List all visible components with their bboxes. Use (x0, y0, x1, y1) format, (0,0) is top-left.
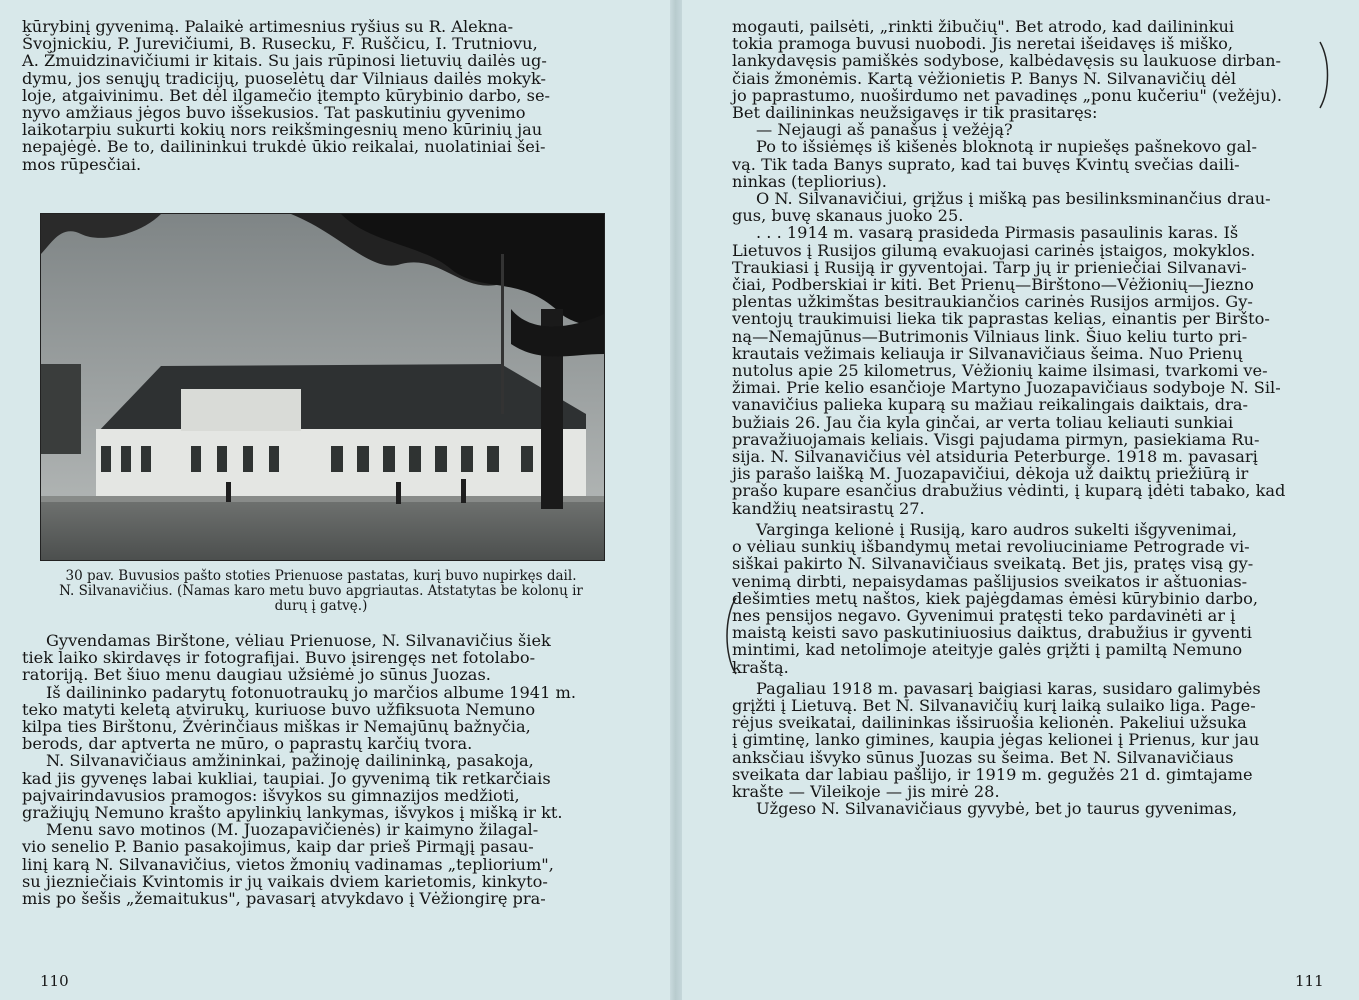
caption-line: 30 pav. Buvusios pašto stoties Prienuose pastatas, kurį buvo nupirkęs dail. (65, 568, 577, 584)
left-intro-paragraph (22, 18, 612, 173)
text-line: krašte — Vileikoje — jis mirė 28. (732, 781, 1000, 801)
text-line: Gyvendamas Birštone, vėliau Prienuose, N. Silvanavičius šiek (46, 631, 551, 650)
left-body-text (22, 632, 612, 907)
photo-caption (26, 569, 616, 614)
text-line: gus, buvę skanaus juoko 25. (732, 206, 964, 226)
text-line: pajvairindavusios pramogos: išvykos su gimnazijos medžioti, (22, 785, 520, 805)
caption-line: durų į gatvę.) (274, 598, 368, 614)
text-line: anksčiau išvyko sūnus Juozas su šeima. Bet N. Silvanavičiaus (732, 747, 1234, 767)
text-line: tiek laiko skirdavęs ir fotografijai. Buvo įsirengęs net fotolabo- (22, 648, 536, 668)
text-line: O N. Silvanavičiui, grįžus į mišką pas besilinksminančius drau- (756, 189, 1271, 209)
right-body-text (732, 18, 1312, 817)
text-line: Traukiasi į Rusiją ir gyventojai. Tarp jų ir prieniečiai Silvanavi- (732, 257, 1247, 277)
text-line: Lietuvos į Rusijos gilumą evakuojasi carinės įstaigos, mokyklos. (732, 240, 1256, 260)
text-line: teko matyti keletą atvirukų, kuriuose buvo užfiksuota Nemuno (22, 699, 536, 719)
text-line: kad jis gyvenęs labai kukliai, taupiai. Jo gyvenimą tik retkarčiais (22, 768, 551, 788)
text-line: — Nejaugi aš panašus į vežėją? (756, 120, 1013, 140)
text-line: į gimtinę, lanko gimines, kaupia jėgas kelionei į Prienus, kur jau (732, 730, 1260, 750)
text-line: N. Silvanavičiaus amžininkai, pažinoję dailininką, pasakoja, (46, 751, 534, 771)
text-line: dymu, jos senųjų tradicijų, puoselėtų dar Vilniaus dailės mokyk- (22, 68, 547, 88)
text-line: mintimi, kad netolimoje ateityje galės grįžti į pamiltą Nemuno (732, 640, 1243, 660)
text-line: kūrybinį gyvenimą. Palaikė artimesnius ryšius su R. Alekna- (22, 17, 514, 36)
text-line: laikotarpiu sukurti kokių nors reikšmingesnių meno kūrinių jau (22, 120, 543, 140)
text-line: jis parašo laišką M. Juozapavičiui, dėkoja už daiktų priežiūrą ir (732, 464, 1249, 484)
text-line: kilpa ties Birštonu, Žvėrinčiaus miškas ir Nemajūnų bažnyčia, (22, 717, 531, 737)
text-line: loje, atgaivinimu. Bet dėl ilgamečio įtempto kūrybinio darbo, se- (22, 85, 550, 105)
text-line: krautais vežimais keliauja ir Silvanavičiaus šeima. Nuo Prienų (732, 343, 1243, 363)
text-line: kandžių neatsirastų 27. (732, 498, 925, 518)
text-line: kraštą. (732, 657, 789, 677)
text-line: ną—Nemajūnus—Butrimonis Vilniaus link. Šiuo keliu turto pri- (732, 326, 1248, 346)
text-line: ninkas (tepliorius). (732, 171, 887, 191)
text-line: rėjus sveikatai, dailininkas išsiruošia kelionėn. Pakeliui užsuka (732, 713, 1247, 733)
text-line: siškai pakirto N. Silvanavičiaus sveikatą. Bet jis, pratęs visą gy- (732, 554, 1254, 574)
left-page (0, 0, 676, 1000)
text-line: vio senelio P. Banio pasakojimus, kaip dar prieš Pirmąjį pasau- (22, 837, 534, 857)
text-line: plentas užkimštas besitraukiančios carinės Rusijos armijos. Gy- (732, 292, 1253, 312)
text-line: Švojnickiu, P. Jurevičiumi, B. Rusecku, F. Ruščicu, I. Trutniovu, (22, 34, 538, 54)
text-line: berods, dar aptverta ne mūro, o paprastų karčių tvora. (22, 734, 473, 754)
caption-line: N. Silvanavičius. (Namas karo metu buvo apgriautas. Atstatytas be kolonų ir (59, 583, 583, 599)
text-line: Pagaliau 1918 m. pavasarį baigiasi karas, susidaro galimybės (756, 678, 1261, 698)
text-line: vanavičius palieka kuparą su mažiau reikalingais daiktais, dra- (732, 395, 1248, 415)
text-line: sija. N. Silvanavičius vėl atsiduria Peterburge. 1918 m. pavasarį (732, 447, 1258, 467)
text-line: vą. Tik tada Banys suprato, kad tai buvęs Kvintų svečias daili- (732, 154, 1240, 174)
text-line: o vėliau sunkių išbandymų metai revoliuciniame Petrograde vi- (732, 537, 1250, 557)
text-line: Varginga kelionė į Rusiją, karo audros sukelti išgyvenimai, (756, 519, 1237, 539)
text-line: Po to išsiėmęs iš kišenės bloknotą ir nupiešęs pašnekovo gal- (756, 137, 1257, 157)
margin-bracket-icon (720, 596, 740, 676)
text-line: linį karą N. Silvanavičius, vietos žmonių vadinamas „tepliorium", (22, 854, 554, 874)
text-line: nes pensijos negavo. Gyvenimui pratęsti teko pardavinėti ar į (732, 605, 1236, 625)
text-line: tokia pramoga buvusi nuobodi. Jis neretai išeidavęs iš miško, (732, 34, 1234, 54)
text-line: sveikata dar labiau pašlijo, ir 1919 m. gegužės 21 d. gimtajame (732, 764, 1253, 784)
text-line: gražiųjų Nemuno krašto apylinkių lankymas, išvykos į mišką ir kt. (22, 803, 563, 823)
text-line: dešimties metų naštos, kiek pajėgdamas ėmėsi kūrybinio darbo, (732, 588, 1258, 608)
text-line: ratoriją. Bet šiuo menu daugiau užsiėmė jo sūnus Juozas. (22, 665, 491, 685)
text-line: A. Žmuidzinavičiumi ir kitais. Su jais rūpinosi lietuvių dailės ug- (22, 51, 547, 71)
text-line: pravažiuojamais keliais. Visgi pajudama pirmyn, pasiekiama Ru- (732, 429, 1260, 449)
text-line: žimai. Prie kelio esančioje Martyno Juozapavičiaus sodyboje N. Sil- (732, 378, 1281, 398)
text-line: Iš dailininko padarytų fotonuotraukų jo marčios albume 1941 m. (46, 682, 577, 702)
text-line: mogauti, pailsėti, „rinkti žibučių". Bet atrodo, kad dailininkui (732, 17, 1235, 36)
text-line: prašo kupare esančius drabužius vėdinti, į kuparą įdėti tabako, kad (732, 481, 1286, 501)
text-line: nyvo amžiaus jėgos buvo išsekusios. Tat paskutiniu gyvenimo (22, 103, 526, 123)
text-line: Menu savo motinos (M. Juozapavičienės) ir kaimyno žilagal- (46, 820, 539, 840)
text-line: čiais žmonėmis. Kartą vėžionietis P. Banys N. Silvanavičių dėl (732, 68, 1237, 88)
text-line: grįžti į Lietuvą. Bet N. Silvanavičių kurį laiką sulaiko liga. Page- (732, 695, 1256, 715)
text-line: nepajėgė. Be to, dailininkui trukdė ūkio reikalai, nuolatiniai šei- (22, 137, 546, 157)
text-line: su jiezniečiais Kvintomis ir jų vaikais dviem karietomis, kinkyto- (22, 871, 548, 891)
margin-bracket-icon (1316, 40, 1336, 110)
page-number-right: 111 (1295, 972, 1324, 990)
text-line: mis po šešis „žemaitukus", pavasarį atvykdavo į Vėžiongirę pra- (22, 889, 546, 909)
text-line: maistą keisti savo paskutiniuosius daiktus, drabužius ir gyventi (732, 623, 1252, 643)
text-line: čiai, Podberskiai ir kiti. Bet Prienų—Birštono—Vėžionių—Jiezno (732, 275, 1254, 295)
text-line: Užgeso N. Silvanavičiaus gyvybė, bet jo taurus gyvenimas, (756, 799, 1238, 819)
text-line: . . . 1914 m. vasarą prasideda Pirmasis pasaulinis karas. Iš (756, 223, 1239, 243)
text-line: lankydavęsis pamiškės sodybose, kalbėdavęsis su laukuose dirban- (732, 51, 1281, 71)
text-line: bužiais 26. Jau čia kyla ginčai, ar verta toliau keliauti sunkiai (732, 412, 1234, 432)
page-number-left: 110 (40, 972, 69, 990)
text-line: venimą dirbti, nepaisydamas pašlijusios sveikatos ir aštuonias- (732, 571, 1248, 591)
text-line: mos rūpesčiai. (22, 154, 142, 174)
text-line: jo paprastumo, nuoširdumo net pavadinęs „ponu kučeriu" (vežėju). (732, 85, 1282, 105)
right-page (676, 0, 1359, 1000)
text-line: nutolus apie 25 kilometrus, Vėžionių kaime ilsimasi, tvarkomi ve- (732, 361, 1268, 381)
text-line: ventojų traukimuisi lieka tik paprastas kelias, einantis per Biršto- (732, 309, 1270, 329)
text-line: Bet dailininkas neužsigavęs ir tik prasitaręs: (732, 103, 1098, 123)
building-photo (40, 213, 605, 561)
